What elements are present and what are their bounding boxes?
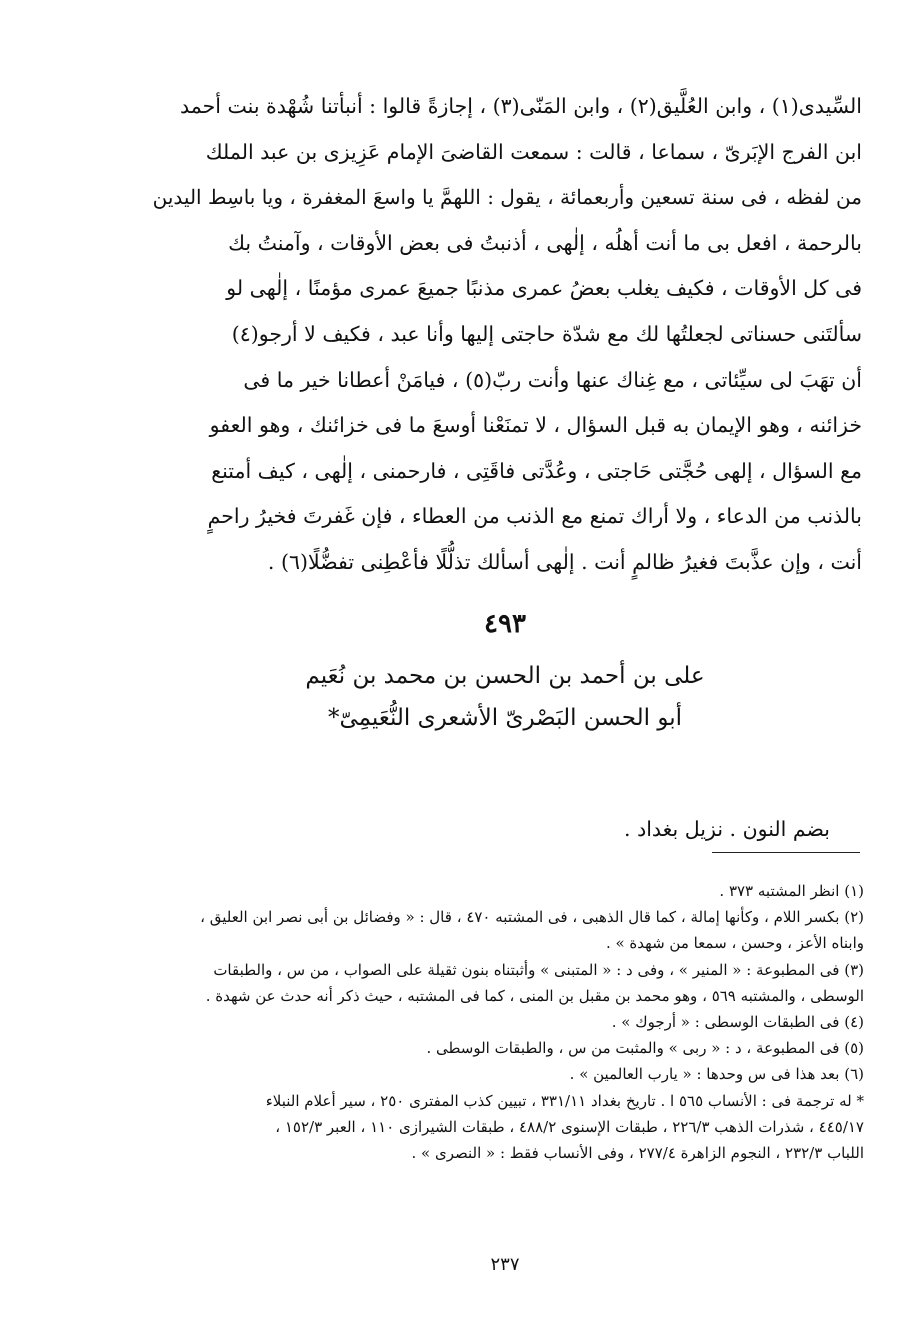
footnote-line: (٣) فى المطبوعة : « المنير » ، وفى د : « المتبنى » وأثبتناه بنون ثقيلة على الصواب ، من س ، والطبقات	[213, 960, 864, 979]
footnote-line: (٤) فى الطبقات الوسطى : « أرجوك » .	[611, 1012, 864, 1031]
entry-number: ٤٩٣	[484, 609, 526, 639]
entry-text: بضم النون . نزيل بغداد .	[624, 817, 830, 841]
entry-heading-name: على بن أحمد بن الحسن بن محمد بن نُعَيم	[305, 663, 705, 689]
footnote-line: (٢) بكسر اللام ، وكأنها إمالة ، كما قال الذهبى ، فى المشتبه ٤٧٠ ، قال : « وفضائل بن أبى نصر ابن العليق ،	[200, 908, 864, 927]
footnote-line: اللباب ٢٣٢/٣ ، النجوم الزاهرة ٢٧٧/٤ ، وفى الأنساب فقط : « النصرى » .	[411, 1143, 864, 1162]
body-line: مع السؤال ، إلهى حُجَّتى حَاجتى ، وعُدَّتى فاقَتِى ، فارحمنى ، إلٰهى ، كيف أمتنع	[211, 458, 862, 483]
footnote-line: الوسطى ، والمشتبه ٥٦٩ ، وهو محمد بن مقبل بن المنى ، كما فى المشتبه ، حيث ذكر أنه حدث عن شهدة .	[205, 986, 864, 1005]
body-line: السِّيدى(١) ، وابن العُلَّيق(٢) ، وابن المَنّى(٣) ، إجازةً قالوا : أنبأتنا شُهْدة بنت أحمد	[180, 94, 862, 118]
footnotes	[150, 878, 864, 1166]
body-line: سألتَنى حسناتى لجعلتُها لك مع شدّة حاجتى إليها وأنا عبد ، فكيف لا أرجو(٤)	[231, 321, 862, 346]
body-line: أن تهَبَ لى سيِّئاتى ، مع غِناك عنها وأنت ربّ(٥) ، فيامَنْ أعطانا خير ما فى	[243, 367, 862, 392]
footnote-line: ٤٤٥/١٧ ، شذرات الذهب ٢٢٦/٣ ، طبقات الإسنوى ٤٨٨/٢ ، طبقات الشيرازى ١١٠ ، العبر ١٥٢/٣ ،	[275, 1117, 864, 1136]
footnote-line: (١) انظر المشتبه ٣٧٣ .	[719, 882, 864, 900]
body-line: خزائنه ، وهو الإيمان به قبل السؤال ، لا تمنَعْنا أوسعَ ما فى خزائنك ، وهو العفو	[209, 413, 862, 438]
body-line: بالذنب من الدعاء ، ولا أراك تمنع مع الذنب من العطاء ، فإن غَفرتَ فخيرُ راحمٍ	[207, 504, 862, 529]
footnote-divider	[712, 852, 860, 853]
body-line: أنت ، وإن عذَّبتَ فغيرُ ظالمٍ أنت . إلٰهى أسألك تذلُّلًا فأعْطِنى تفضُّلًا(٦) .	[267, 549, 862, 574]
footnote-line: * له ترجمة فى : الأنساب ٥٦٥ ا . تاريخ بغداد ٣٣١/١١ ، تبيين كذب المفترى ٢٥٠ ، سير أعلام النبلاء	[265, 1091, 864, 1110]
body-line: ابن الفرج الإبَرىّ ، سماعا ، قالت : سمعت القاضىَ الإمام عَزِيزى بن عبد الملك	[205, 139, 862, 164]
footnote-line: (٦) بعد هذا فى س وحدها : « يارب العالمين » .	[569, 1065, 864, 1084]
footnote-line: (٥) فى المطبوعة ، د : « ربى » والمثبت من س ، والطبقات الوسطى .	[426, 1039, 864, 1058]
body-line: بالرحمة ، افعل بى ما أنت أهلُه ، إلٰهى ، أذنبتُ فى بعض الأوقات ، وآمنتُ بك	[228, 230, 862, 255]
body-line: فى كل الأوقات ، فكيف يغلب بعضُ عمرى مذنبًا جميعَ عمرى مؤمنًا ، إلٰهى لو	[226, 276, 862, 301]
footnote-line: وابناه الأعز ، وحسن ، سمعا من شهدة » .	[605, 934, 864, 953]
entry-heading-kunya: أبو الحسن البَصْرىّ الأشعرى النُّعَيمِىّ*	[327, 705, 683, 731]
body-line: من لفظه ، فى سنة تسعين وأربعمائة ، يقول : اللهمَّ يا واسعَ المغفرة ، ويا باسِط اليدين	[152, 185, 862, 210]
page-number: ٢٣٧	[490, 1254, 520, 1275]
body-text	[150, 84, 862, 586]
